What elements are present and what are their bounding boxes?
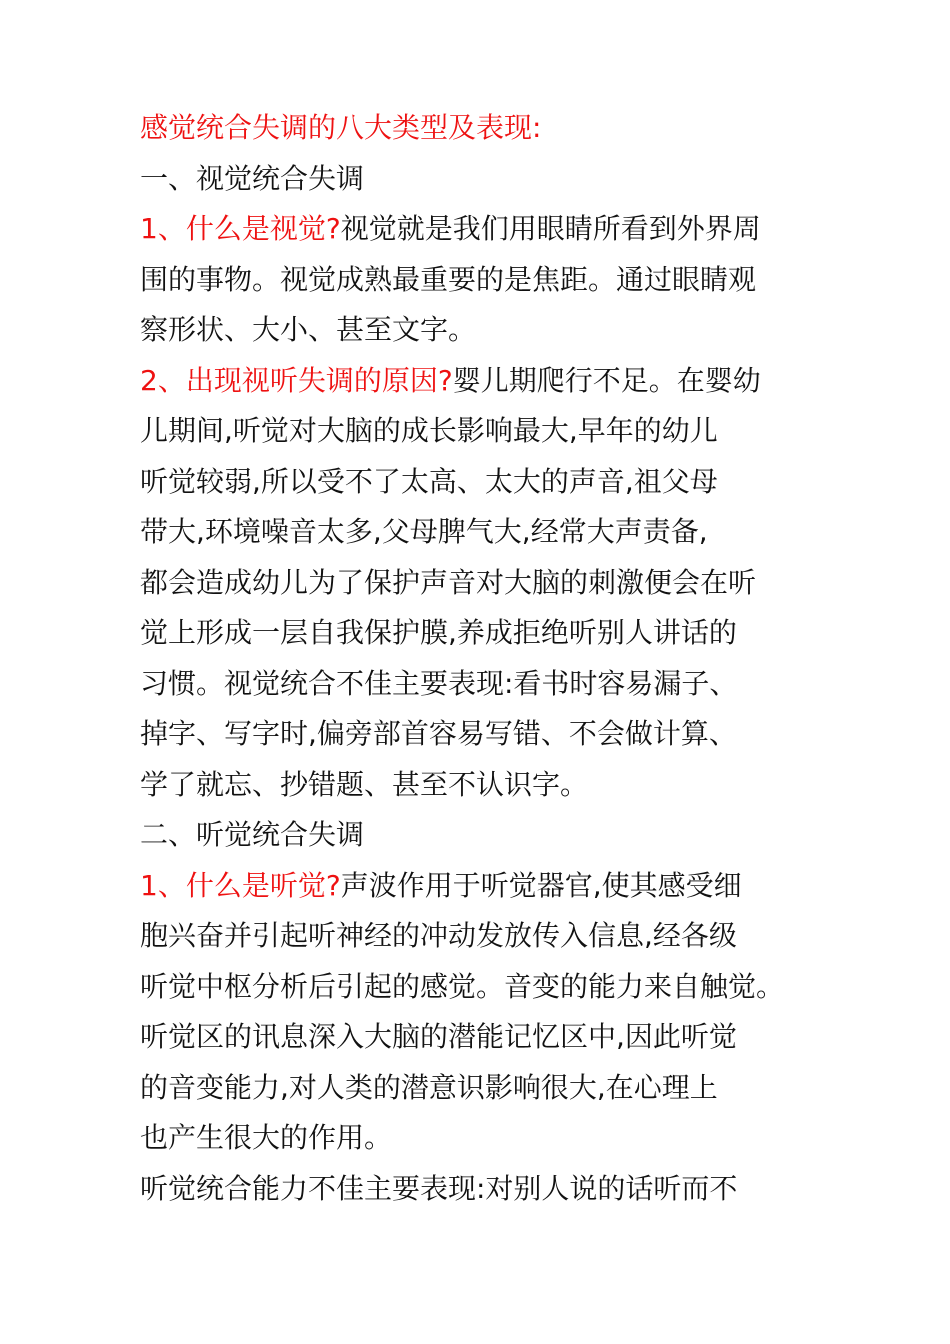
- paragraph-line: 听觉中枢分析后引起的感觉。音变的能力来自触觉。: [140, 969, 785, 1003]
- section-heading-auditory: 二、听觉统合失调: [140, 818, 365, 851]
- paragraph-line: 掉字、写字时,偏旁部首容易写错、不会做计算、: [140, 717, 737, 750]
- paragraph-line: [140, 356, 812, 407]
- paragraph-line: 习惯。视觉统合不佳主要表现:看书时容易漏子、: [140, 666, 738, 700]
- paragraph-line: 听觉区的讯息深入大脑的潜能记忆区中,因此听觉: [140, 1020, 737, 1053]
- answer-text: 视觉就是我们用眼睛所看到外界周: [340, 212, 761, 245]
- paragraph-line: 儿期间,听觉对大脑的成长影响最大,早年的幼儿: [140, 414, 718, 447]
- paragraph-line: 胞兴奋并引起听神经的冲动发放传入信息,经各级: [140, 919, 737, 952]
- paragraph-line: 也产生很大的作用。: [140, 1121, 393, 1154]
- paragraph-line: 围的事物。视觉成熟最重要的是焦距。通过眼睛观: [140, 262, 757, 296]
- paragraph-line: 学了就忘、抄错题、甚至不认识字。: [140, 767, 589, 801]
- question-label: 1、什么是听觉?: [140, 868, 341, 902]
- paragraph-line: 带大,环境噪音太多,父母脾气大,经常大声责备,: [140, 515, 708, 548]
- document-body: [140, 103, 812, 1214]
- paragraph-line: [140, 204, 812, 255]
- paragraph-line: 觉上形成一层自我保护膜,养成拒绝听别人讲话的: [140, 616, 737, 649]
- paragraph-line: 都会造成幼儿为了保护声音对大脑的刺激便会在听: [140, 565, 757, 599]
- paragraph-line: 听觉较弱,所以受不了太高、太大的声音,祖父母: [140, 464, 718, 498]
- paragraph-line: 听觉统合能力不佳主要表现:对别人说的话听而不: [140, 1171, 738, 1205]
- document-title: 感觉统合失调的八大类型及表现:: [140, 111, 542, 144]
- paragraph-line: 察形状、大小、甚至文字。: [140, 313, 477, 346]
- paragraph-line: 的音变能力,对人类的潜意识影响很大,在心理上: [140, 1070, 718, 1104]
- question-label: 2、出现视听失调的原因?: [140, 363, 453, 397]
- question-label: 1、什么是视觉?: [140, 212, 341, 245]
- answer-text: 声波作用于听觉器官,使其感受细: [340, 868, 742, 902]
- section-heading-visual: 一、视觉统合失调: [140, 161, 365, 195]
- paragraph-line: [140, 861, 812, 912]
- answer-text: 婴儿期爬行不足。在婴幼: [452, 363, 761, 397]
